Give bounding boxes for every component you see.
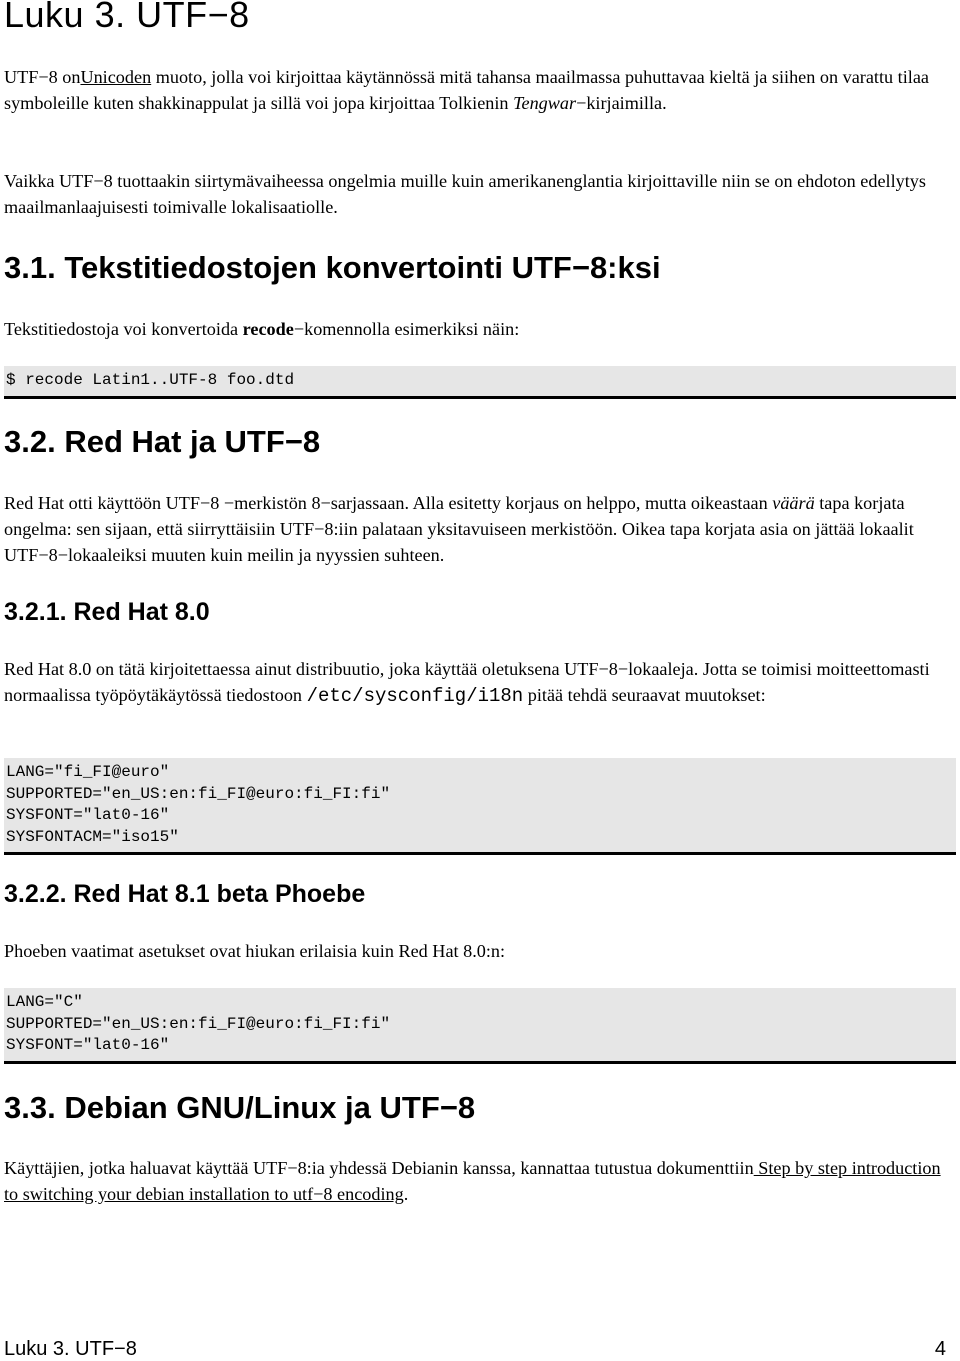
section-text: tapa korjata ongelma: sen sijaan, että siirryttäisiin UTF−8:iin palataan yksitavuiseen merkistöön. Oikea tapa korjata asia on jättää lokaalit UTF−8−lokaaleiksi muuten kuin meilin ja nyyssien suhteen. <box>4 493 914 565</box>
code-text: $ recode Latin1..UTF-8 foo.dtd <box>6 371 295 389</box>
section-3-2-2-paragraph: Phoeben vaatimat asetukset ovat hiukan erilaisia kuin Red Hat 8.0:n: <box>4 941 506 961</box>
debian-utf8-link[interactable]: Step by step introduction to switching your debian installation to utf−8 encoding <box>4 1158 941 1204</box>
code-block-redhat-80 <box>4 758 956 855</box>
section-3-2-paragraph <box>4 490 954 568</box>
section-text: −komennolla esimerkiksi näin: <box>293 319 520 339</box>
tengwar-italic: Tengwar <box>513 93 577 113</box>
code-text: LANG="C" SUPPORTED="en_US:en:fi_FI@euro:fi_FI:fi" SYSFONT="lat0-16" <box>6 993 391 1054</box>
section-3-2-heading: 3.2. Red Hat ja UTF−8 <box>4 424 321 459</box>
recode-command: recode <box>242 319 294 339</box>
section-3-2-1-heading: 3.2.1. Red Hat 8.0 <box>4 598 210 626</box>
intro-paragraph-1 <box>4 64 954 116</box>
code-block-recode <box>4 366 956 399</box>
section-text: Red Hat 8.0 on tätä kirjoitettaessa ainut distribuutio, joka käyttää oletuksena UTF−8−lokaaleja. Jotta se toimisi moitteettomasti normaalissa työpöytäkäytössä tiedostoon <box>4 659 930 705</box>
section-text: . <box>403 1184 409 1204</box>
italic-word: väärä <box>772 493 815 513</box>
section-3-3-heading: 3.3. Debian GNU/Linux ja UTF−8 <box>4 1090 476 1125</box>
code-text: LANG="fi_FI@euro" SUPPORTED="en_US:en:fi_FI@euro:fi_FI:fi" SYSFONT="lat0-16" SYSFONTACM="iso15" <box>6 763 391 846</box>
section-3-1-heading: 3.1. Tekstitiedostojen konvertointi UTF−8:ksi <box>4 250 661 285</box>
section-3-2-1-paragraph <box>4 656 954 709</box>
intro-paragraph-2: Vaikka UTF−8 tuottaakin siirtymävaiheessa ongelmia muille kuin amerikanenglantia kirjoittaville niin se on ehdoton edellytys maailmanlaajuisesti toimivalle lokalisaatiolle. <box>4 171 926 217</box>
intro-text: UTF−8 on <box>4 67 81 87</box>
section-3-1-paragraph <box>4 316 954 342</box>
section-text: Tekstitiedostoja voi konvertoida <box>4 319 243 339</box>
footer-chapter: Luku 3. UTF−8 <box>4 1338 137 1360</box>
section-text: pitää tehdä seuraavat muutokset: <box>523 685 766 705</box>
code-block-redhat-81 <box>4 988 956 1064</box>
file-path: /etc/sysconfig/i18n <box>306 685 524 707</box>
section-3-2-2-heading: 3.2.2. Red Hat 8.1 beta Phoebe <box>4 880 366 908</box>
section-text: Käyttäjien, jotka haluavat käyttää UTF−8:ia yhdessä Debianin kanssa, kannattaa tutustua dokumenttiin <box>4 1158 754 1178</box>
intro-text: muoto, jolla voi kirjoittaa käytännössä mitä tahansa maailmassa puhuttavaa kieltä ja siihen on varattu tilaa symboleille kuten shakkinappulat ja sillä voi jopa kirjoittaa Tolkienin <box>4 67 929 113</box>
page-number: 4 <box>934 1338 946 1360</box>
chapter-title: Luku 3. UTF−8 <box>4 0 250 35</box>
section-3-3-paragraph <box>4 1155 954 1207</box>
intro-text: −kirjaimilla. <box>576 93 667 113</box>
unicoden-link[interactable]: Unicoden <box>80 67 152 87</box>
section-text: Red Hat otti käyttöön UTF−8 −merkistön 8−sarjassaan. Alla esitetty korjaus on helppo, mutta oikeastaan <box>4 493 773 513</box>
